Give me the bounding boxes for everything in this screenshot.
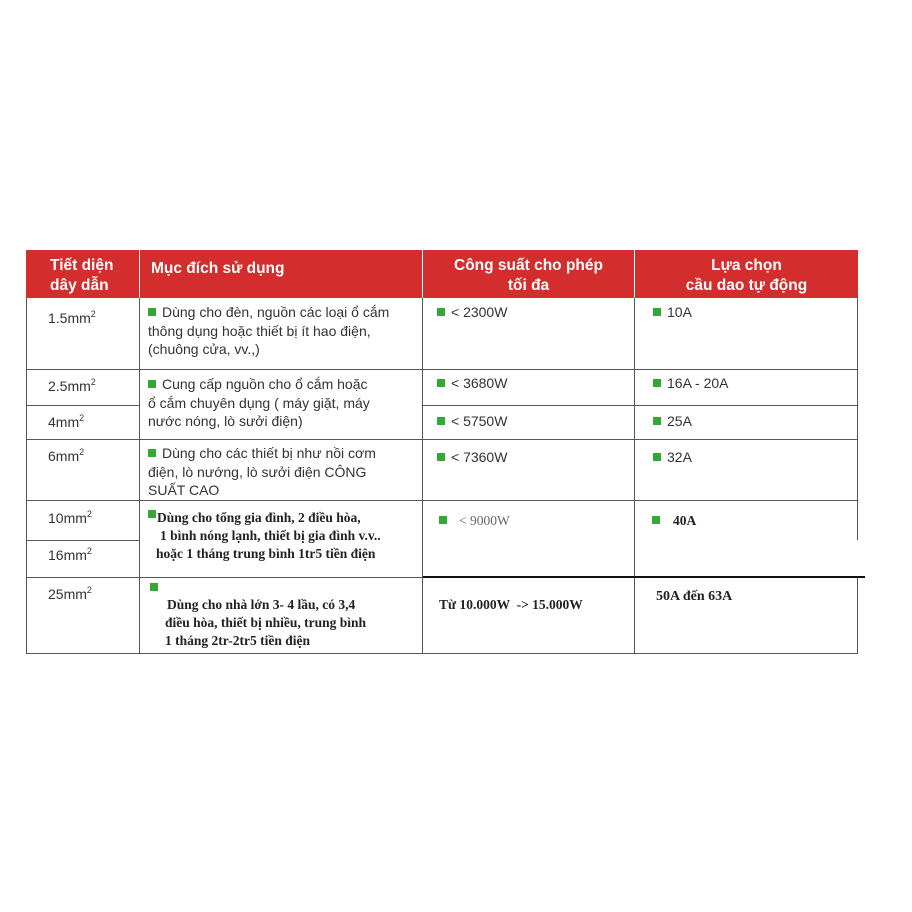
purpose-cell: Cung cấp nguồn cho ổ cắm hoặc ổ cắm chuyên dụng ( máy giặt, máy nước nóng, lò sưởi điện)	[148, 376, 370, 429]
wire-size-table	[26, 250, 858, 654]
power-cell: Từ 10.000W -> 15.000W	[439, 597, 583, 612]
purpose-cell: Dùng cho nhà lớn 3- 4 lầu, có 3,4 điều hòa, thiết bị nhiều, trung bình 1 tháng 2tr-2tr5 tiền điện	[150, 579, 366, 650]
header-size: Tiết diện dây dẫn	[26, 250, 139, 298]
border-left	[26, 298, 27, 654]
border-bottom	[26, 653, 858, 654]
size-cell: $16mm^2$	[48, 546, 92, 563]
bullet-icon	[148, 308, 156, 316]
divider-col3	[634, 298, 635, 654]
border-right	[857, 298, 858, 540]
divider-col1	[139, 298, 140, 654]
bullet-icon	[148, 510, 156, 518]
bullet-icon	[652, 516, 660, 524]
power-cell: < 9000W	[439, 512, 510, 531]
bullet-icon	[437, 417, 445, 425]
row-line-1	[26, 369, 858, 370]
row-line-3	[26, 439, 858, 440]
divider-col2	[422, 298, 423, 654]
breaker-cell: 10A	[653, 303, 692, 322]
row-line-2-right	[422, 405, 858, 406]
breaker-cell: 25A	[653, 412, 692, 431]
size-cell: $10mm^2$	[48, 509, 92, 526]
row-line-2-left	[26, 405, 140, 406]
power-cell: < 3680W	[437, 374, 507, 393]
row-line-6-left	[26, 577, 423, 578]
bullet-icon	[653, 417, 661, 425]
bullet-icon	[148, 449, 156, 457]
bullet-icon	[439, 516, 447, 524]
bullet-icon	[653, 453, 661, 461]
breaker-cell: 32A	[653, 448, 692, 467]
header-power: Công suất cho phép tối đa	[423, 250, 634, 298]
header-breaker: Lựa chọn cầu dao tự động	[635, 250, 858, 298]
size-cell: $6mm^2$	[48, 447, 85, 464]
purpose-cell: Dùng cho đèn, nguồn các loại ổ cắm thông dụng hoặc thiết bị ít hao điện, (chuông cửa, vv.,)	[148, 304, 390, 357]
bullet-icon	[437, 308, 445, 316]
row-line-4	[26, 500, 858, 501]
size-cell: $25mm^2$	[48, 585, 92, 602]
power-cell: < 7360W	[437, 448, 507, 467]
header-purpose: Mục đích sử dụng	[140, 250, 422, 298]
size-cell: $2.5mm^2$	[48, 377, 96, 394]
bullet-icon	[150, 583, 158, 591]
purpose-cell: Dùng cho tổng gia đình, 2 điều hòa, 1 bình nóng lạnh, thiết bị gia đình v.v.. hoặc 1 tháng trung bình 1tr5 tiền điện	[150, 509, 381, 563]
row-line-6-right	[423, 576, 865, 578]
bullet-icon	[437, 453, 445, 461]
bullet-icon	[148, 380, 156, 388]
breaker-cell: 16A - 20A	[653, 374, 729, 393]
border-right-bottom	[857, 578, 858, 654]
size-cell: $1.5mm^2$	[48, 309, 96, 326]
row-line-5-left	[26, 540, 140, 541]
breaker-cell: 50A đến 63A	[656, 589, 733, 604]
power-cell: < 5750W	[437, 412, 507, 431]
bullet-icon	[653, 379, 661, 387]
power-cell: < 2300W	[437, 303, 507, 322]
purpose-cell: Dùng cho các thiết bị như nồi cơm điện, lò nướng, lò sưởi điện CÔNG SUẤT CAO	[148, 445, 376, 498]
breaker-cell: 40A	[652, 512, 696, 530]
bullet-icon	[653, 308, 661, 316]
size-cell: $4mm^2$	[48, 413, 85, 430]
bullet-icon	[437, 379, 445, 387]
